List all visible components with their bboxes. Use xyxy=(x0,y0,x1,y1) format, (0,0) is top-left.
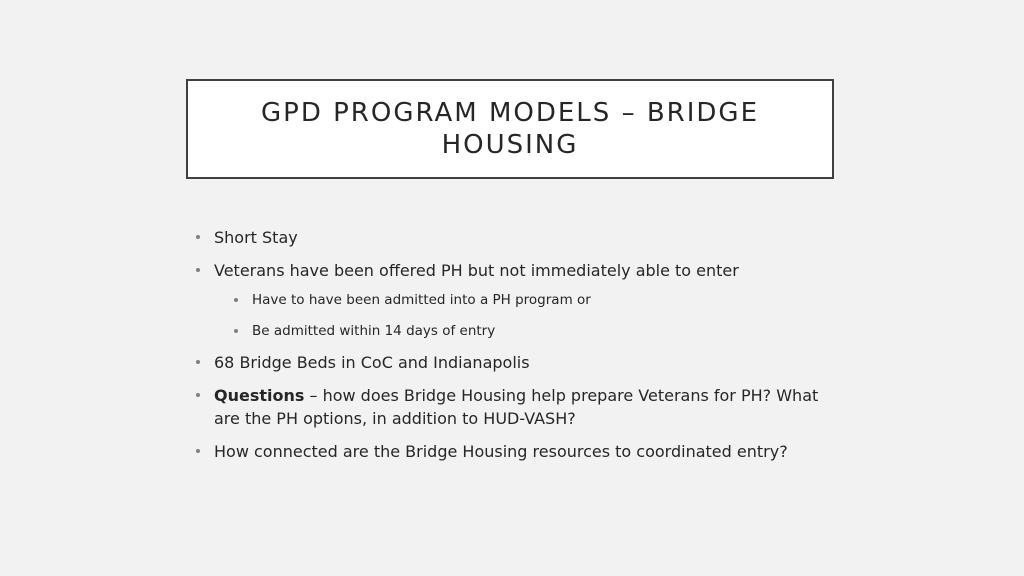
bullet-veterans-offered xyxy=(196,259,836,341)
bullet-text: How connected are the Bridge Housing resources to coordinated entry? xyxy=(214,442,788,461)
bullet-dot-icon xyxy=(196,235,200,239)
bullet-coordinated-entry xyxy=(196,440,836,463)
bullet-dot-icon xyxy=(196,449,200,453)
bullet-text: Short Stay xyxy=(214,228,298,247)
slide-title: GPD PROGRAM MODELS – BRIDGE HOUSING xyxy=(261,98,759,160)
content-area xyxy=(196,226,836,473)
bullet-bridge-beds xyxy=(196,351,836,374)
bullet-text: 68 Bridge Beds in CoC and Indianapolis xyxy=(214,353,530,372)
bullet-bold-label: Questions xyxy=(214,386,305,405)
sub-bullet-admitted xyxy=(234,290,836,310)
title-box xyxy=(186,79,834,179)
bullet-dot-icon xyxy=(196,393,200,397)
bullet-short-stay xyxy=(196,226,836,249)
sub-bullet-text: Be admitted within 14 days of entry xyxy=(252,323,496,339)
bullet-text: – how does Bridge Housing help prepare Veterans for PH? What are the PH options, in addition to HUD-VASH? xyxy=(214,386,819,428)
bullet-list xyxy=(196,226,836,463)
bullet-questions xyxy=(196,384,836,430)
sub-bullet-within-14-days xyxy=(234,321,836,341)
bullet-dot-icon xyxy=(234,329,238,333)
bullet-dot-icon xyxy=(196,360,200,364)
bullet-text: Veterans have been offered PH but not immediately able to enter xyxy=(214,261,739,280)
bullet-dot-icon xyxy=(196,268,200,272)
sub-bullet-list xyxy=(214,290,836,341)
sub-bullet-text: Have to have been admitted into a PH program or xyxy=(252,292,591,308)
bullet-dot-icon xyxy=(234,298,238,302)
